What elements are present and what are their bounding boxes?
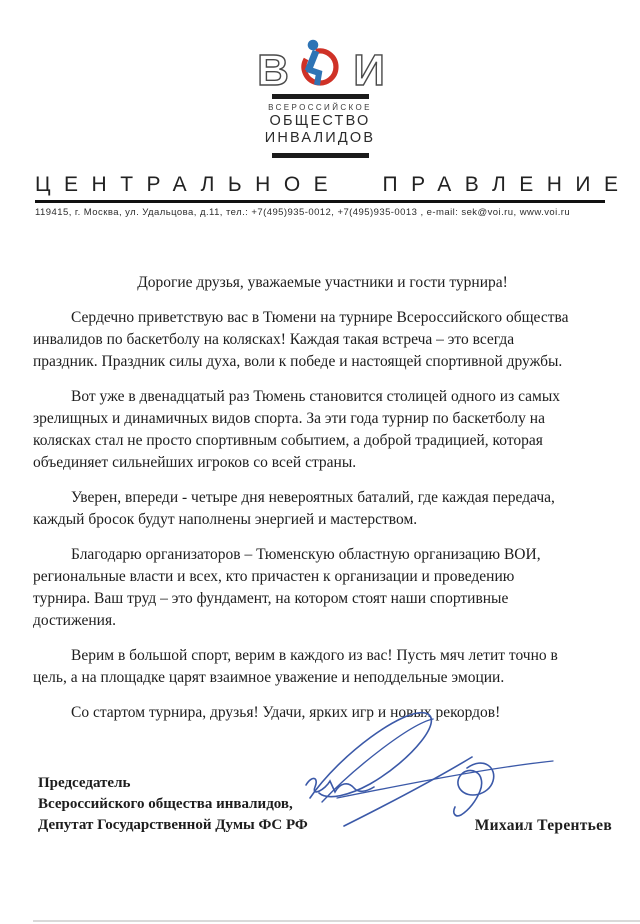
signer-title-line: Председатель [38, 775, 131, 791]
org-name-line2: ОБЩЕСТВО [269, 113, 371, 129]
text-line: инвалидов по баскетболу на колясках! Каждая такая встреча – это всегда [33, 331, 515, 348]
letterhead-title: ЦЕНТРАЛЬНОЕ ПРАВЛЕНИЕ [35, 173, 632, 196]
paragraph-6 [33, 702, 612, 724]
paragraph-1 [33, 307, 612, 373]
logo-letter-i: И [353, 46, 385, 92]
salutation: Дорогие друзья, уважаемые участники и гости турнира! [137, 274, 508, 291]
text-line: Благодарю организаторов – Тюменскую областную организацию ВОИ, [71, 546, 541, 563]
paragraph-3 [33, 487, 612, 531]
text-line: Вот уже в двенадцатый раз Тюмень становится столицей одного из самых [71, 388, 560, 405]
scan-artifact-line [33, 920, 640, 922]
logo-letter-v: В [257, 46, 289, 92]
text-line: Верим в большой спорт, верим в каждого из вас! Пусть мяч летит точно в [71, 647, 558, 664]
logo-divider-bottom [272, 153, 369, 158]
paragraph-5 [33, 645, 612, 689]
text-line: цель, а на площадке царят взаимное уважение и неподдельные эмоции. [33, 669, 505, 686]
text-line: колясках стал не просто спортивным событием, а доброй традицией, которая [33, 432, 543, 449]
letterhead [35, 173, 632, 218]
text-line: объединяет сильнейших игроков со всей страны. [33, 454, 357, 471]
logo-divider-top [272, 94, 369, 99]
org-name-line3: ИНВАЛИДОВ [264, 130, 376, 146]
text-line: зрелищных и динамичных видов спорта. За эти года турнир по баскетболу на [33, 410, 545, 427]
voi-logo [0, 38, 640, 158]
text-line: турнира. Ваш труд – это фундамент, на котором стоят наши спортивные [33, 590, 509, 607]
letterhead-address: 119415, г. Москва, ул. Удальцова, д.11, тел.: +7(495)935-0012, +7(495)935-0013 , e-mail: sek@voi.ru, www.voi.ru [35, 207, 571, 218]
letter-body [0, 272, 640, 724]
text-line: Уверен, впереди - четыре дня невероятных баталий, где каждая передача, [71, 489, 555, 506]
text-line: Со стартом турнира, друзья! Удачи, ярких игр и новых рекордов! [71, 704, 501, 721]
signer-title-line: Всероссийского общества инвалидов, [38, 796, 293, 812]
paragraph-2 [33, 386, 612, 474]
signer-title-line: Депутат Государственной Думы ФС РФ [38, 817, 308, 833]
org-name-line1: ВСЕРОССИЙСКОЕ [268, 103, 372, 112]
paragraph-4 [33, 544, 612, 632]
signer-titles [38, 773, 308, 836]
voi-logo-mark [235, 38, 405, 92]
text-line: каждый бросок будут наполнены энергией и мастерством. [33, 511, 418, 528]
letterhead-rule [35, 200, 605, 203]
text-line: региональные власти и всех, кто причастен к организации и проведению [33, 568, 515, 585]
text-line: Сердечно приветствую вас в Тюмени на турнире Всероссийского общества [71, 309, 569, 326]
signature-block [38, 773, 612, 836]
text-line: праздник. Праздник силы духа, воли к победе и настоящей спортивной дружбы. [33, 353, 563, 370]
text-line: достижения. [33, 612, 116, 629]
signer-name: Михаил Терентьев [474, 817, 612, 834]
